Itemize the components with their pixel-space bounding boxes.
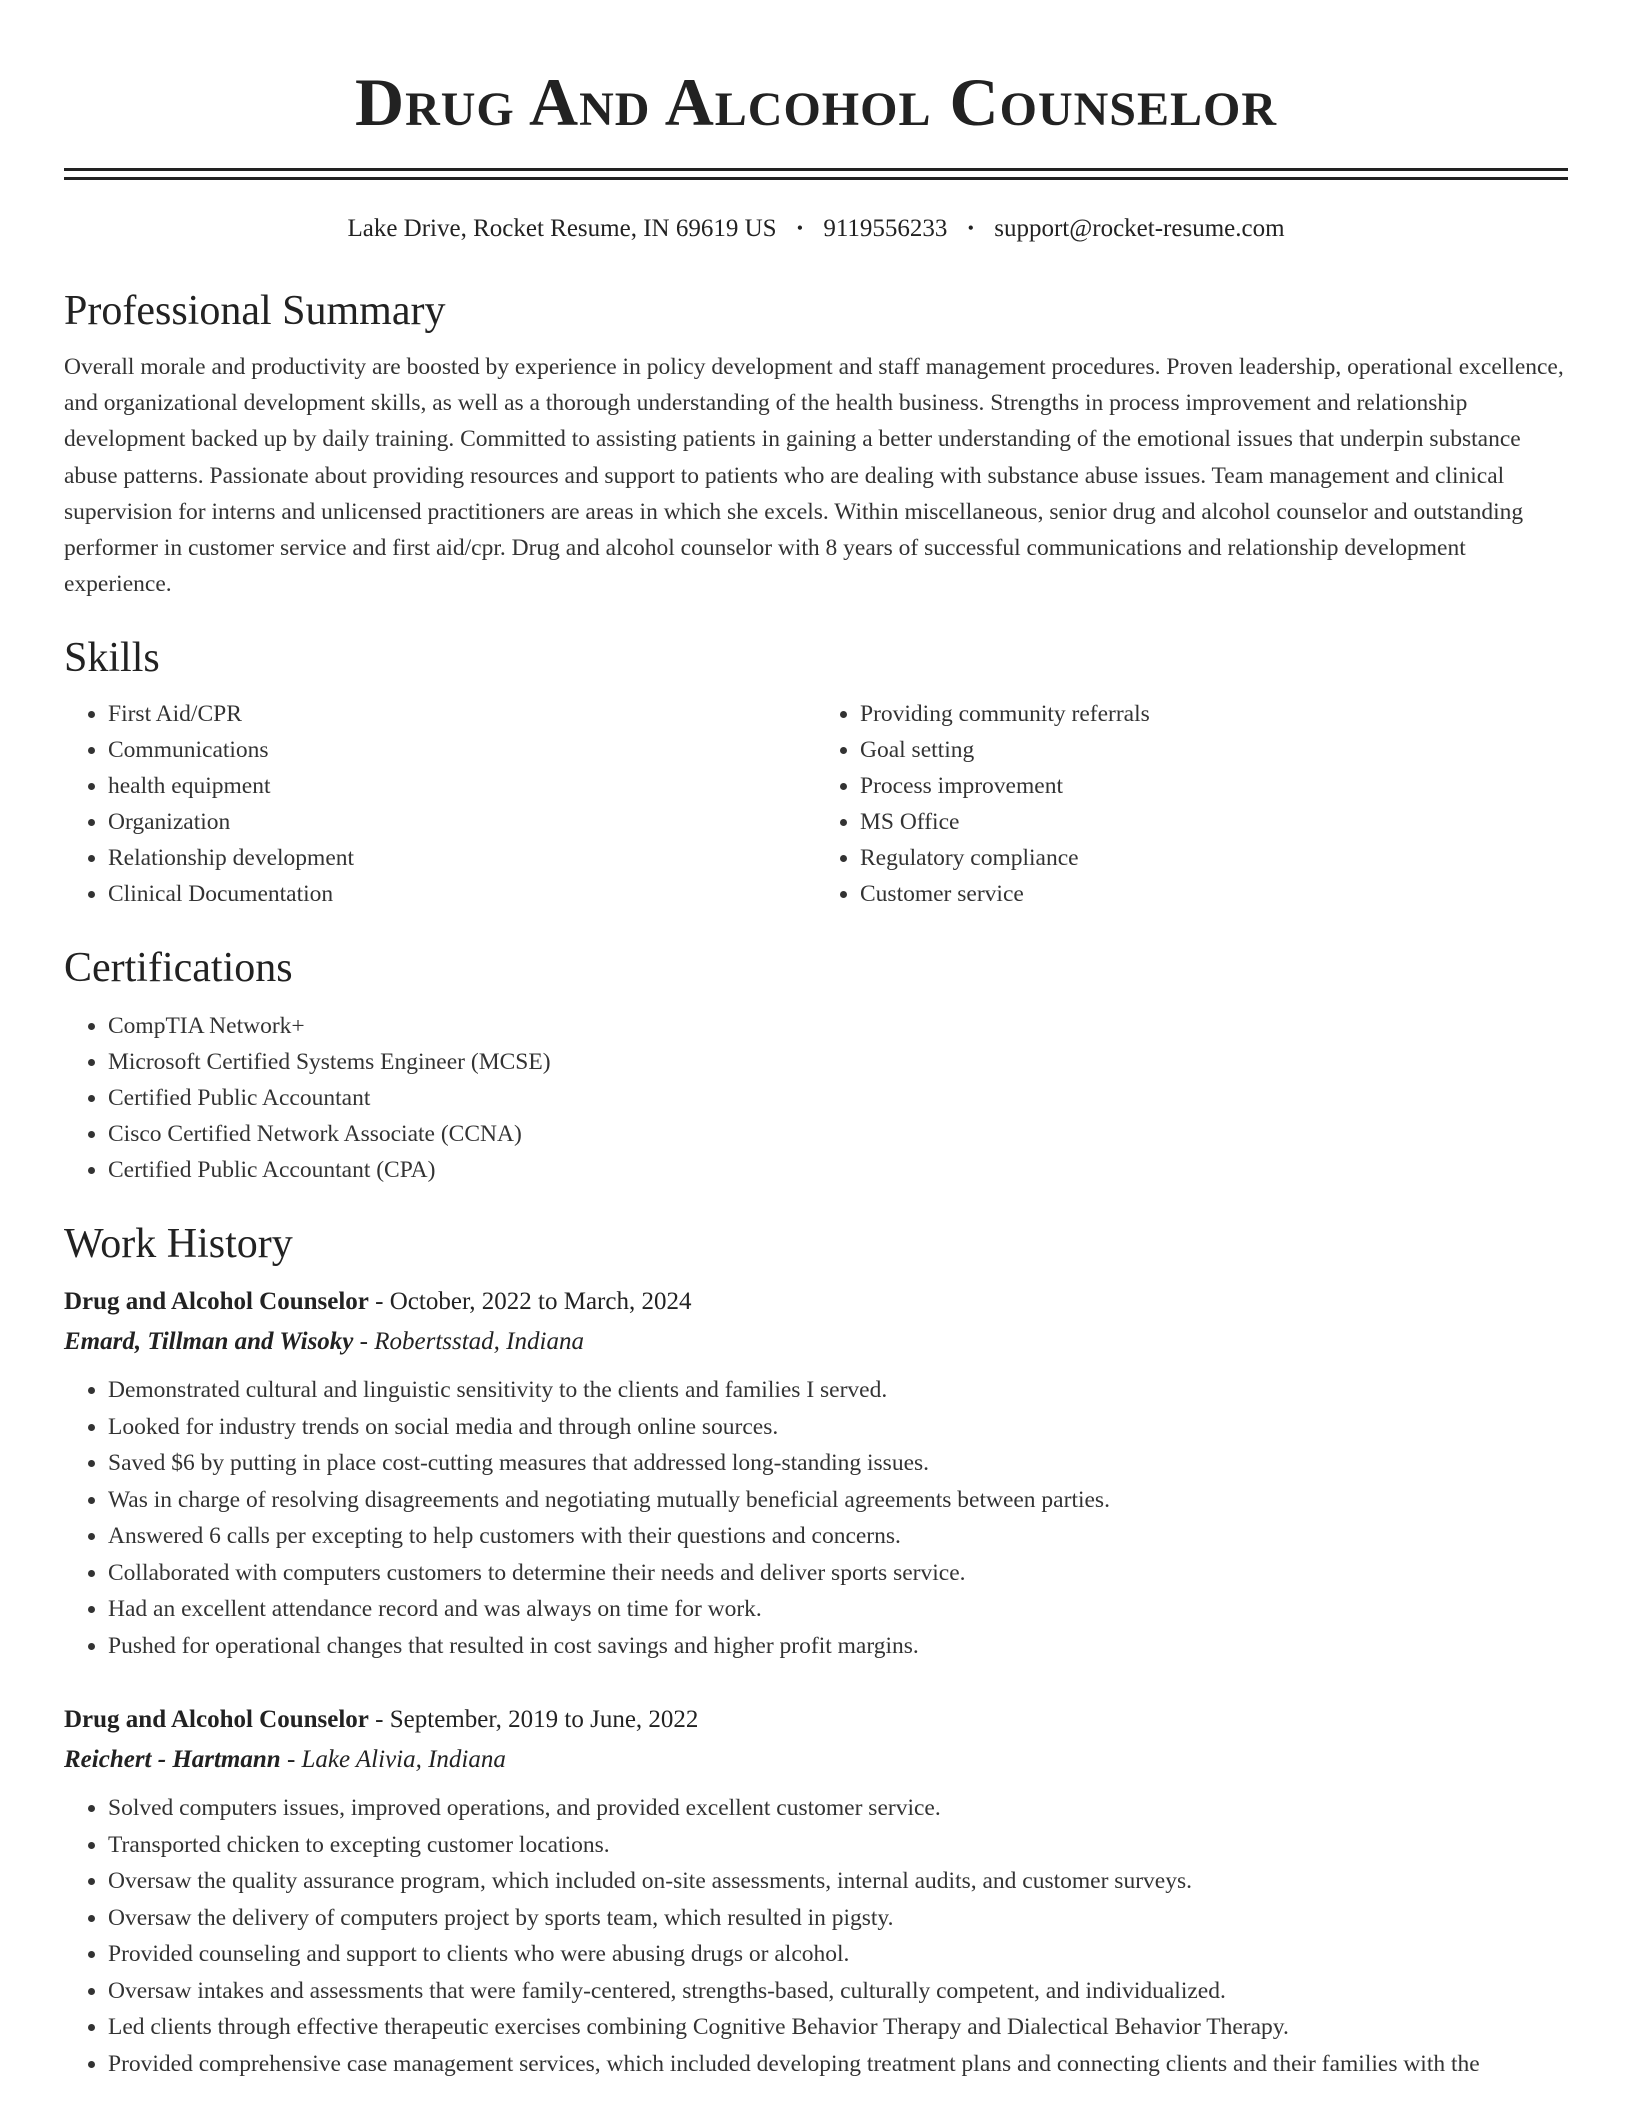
- skills-list-right: [816, 696, 1568, 912]
- skill-item: • Customer service: [860, 876, 1568, 912]
- job-bullet: • Pushed for operational changes that resulted in cost savings and higher profit margins.: [108, 1628, 1568, 1665]
- job-bullet: • Saved $6 by putting in place cost-cutting measures that addressed long-standing issues.: [108, 1445, 1568, 1482]
- skills-list-left: [64, 696, 816, 912]
- job-bullet: • Oversaw intakes and assessments that were family-centered, strengths-based, culturally competent, and individualized.: [108, 1973, 1568, 2010]
- job-location: - Robertsstad, Indiana: [353, 1328, 584, 1356]
- skill-item: • Goal setting: [860, 732, 1568, 768]
- job-bullet: • Solved computers issues, improved operations, and provided excellent customer service.: [108, 1790, 1568, 1827]
- job-company: Emard, Tillman and Wisoky: [64, 1328, 354, 1356]
- job-bullet: • Demonstrated cultural and linguistic sensitivity to the clients and families I served.: [108, 1372, 1568, 1409]
- certification-item: • CompTIA Network+: [108, 1008, 1568, 1044]
- certification-item: • Certified Public Accountant (CPA): [108, 1152, 1568, 1188]
- job-entry: [64, 1282, 1568, 1664]
- job-company-line: [64, 1322, 1568, 1362]
- job-entry: [64, 1700, 1568, 2082]
- skill-item: • Clinical Documentation: [108, 876, 816, 912]
- header-divider-bottom: [64, 177, 1568, 180]
- job-title: Drug and Alcohol Counselor: [64, 1288, 369, 1316]
- job-bullet: • Transported chicken to excepting customer locations.: [108, 1827, 1568, 1864]
- certifications-heading: Certifications: [64, 945, 293, 992]
- job-bullet: • Had an excellent attendance record and was always on time for work.: [108, 1591, 1568, 1628]
- certification-item: • Microsoft Certified Systems Engineer (MCSE): [108, 1044, 1568, 1080]
- certification-item: • Certified Public Accountant: [108, 1080, 1568, 1116]
- skill-item: • Communications: [108, 732, 816, 768]
- skill-item: • Regulatory compliance: [860, 840, 1568, 876]
- job-bullet: • Answered 6 calls per excepting to help customers with their questions and concerns.: [108, 1518, 1568, 1555]
- skills-heading: Skills: [64, 635, 160, 682]
- summary-text: Overall morale and productivity are boosted by experience in policy development and staff management procedures. Proven leadership, operational excellence, and organizational development skills, as well as a thorough understanding of the health business. Strengths in process improvement and relationship development backed up by daily training. Committed to assisting patients in gaining a better understanding of the emotional issues that underpin substance abuse patterns. Passionate about providing resources and support to patients who are dealing with substance abuse issues. Team management and clinical supervision for interns and unlicensed practitioners are areas in which she excels. Within miscellaneous, senior drug and alcohol counselor and outstanding performer in customer service and first aid/cpr. Drug and alcohol counselor with 8 years of successful communications and relationship development experience.: [64, 354, 1564, 598]
- skill-item: • Organization: [108, 804, 816, 840]
- job-title: Drug and Alcohol Counselor: [64, 1706, 369, 1734]
- contact-line: [64, 212, 1568, 245]
- skill-item: • health equipment: [108, 768, 816, 804]
- contact-separator: •: [796, 218, 804, 238]
- certifications-list: [64, 1008, 1568, 1188]
- skill-item: • Relationship development: [108, 840, 816, 876]
- job-bullet: • Was in charge of resolving disagreements and negotiating mutually beneficial agreements between parties.: [108, 1482, 1568, 1519]
- contact-email: support@rocket-resume.com: [994, 215, 1285, 242]
- job-bullet: • Collaborated with computers customers to determine their needs and deliver sports service.: [108, 1555, 1568, 1592]
- skill-item: • First Aid/CPR: [108, 696, 816, 732]
- job-dates: - September, 2019 to June, 2022: [368, 1706, 699, 1734]
- certification-item: • Cisco Certified Network Associate (CCNA): [108, 1116, 1568, 1152]
- summary-heading: Professional Summary: [64, 288, 446, 334]
- contact-address: Lake Drive, Rocket Resume, IN 69619 US: [347, 215, 777, 242]
- job-bullet: • Oversaw the delivery of computers project by sports team, which resulted in pigsty.: [108, 1900, 1568, 1937]
- job-location: - Lake Alivia, Indiana: [280, 1746, 506, 1774]
- job-title-line: [64, 1700, 1568, 1740]
- job-bullets: [64, 1372, 1568, 1664]
- skill-item: • Providing community referrals: [860, 696, 1568, 732]
- skills-columns: [64, 696, 1568, 912]
- job-bullet: • Looked for industry trends on social media and through online sources.: [108, 1409, 1568, 1446]
- job-bullet: • Oversaw the quality assurance program, which included on-site assessments, internal audits, and customer surveys.: [108, 1863, 1568, 1900]
- job-bullet: • Provided counseling and support to clients who were abusing drugs or alcohol.: [108, 1936, 1568, 1973]
- job-bullets: [64, 1790, 1568, 2082]
- job-title-line: [64, 1282, 1568, 1322]
- job-company: Reichert - Hartmann: [64, 1746, 281, 1774]
- contact-phone: 9119556233: [823, 215, 948, 242]
- work-history-heading: Work History: [64, 1221, 293, 1268]
- skill-item: • Process improvement: [860, 768, 1568, 804]
- job-dates: - October, 2022 to March, 2024: [368, 1288, 692, 1316]
- page-title: Drug And Alcohol Counselor: [354, 64, 1277, 140]
- job-bullet: • Led clients through effective therapeutic exercises combining Cognitive Behavior Therapy and Dialectical Behavior Therapy.: [108, 2009, 1568, 2046]
- skill-item: • MS Office: [860, 804, 1568, 840]
- job-bullet: • Provided comprehensive case management services, which included developing treatment plans and connecting clients and their families with the: [108, 2046, 1568, 2083]
- contact-separator: •: [967, 218, 974, 238]
- job-company-line: [64, 1740, 1568, 1780]
- header-divider-top: [64, 168, 1568, 171]
